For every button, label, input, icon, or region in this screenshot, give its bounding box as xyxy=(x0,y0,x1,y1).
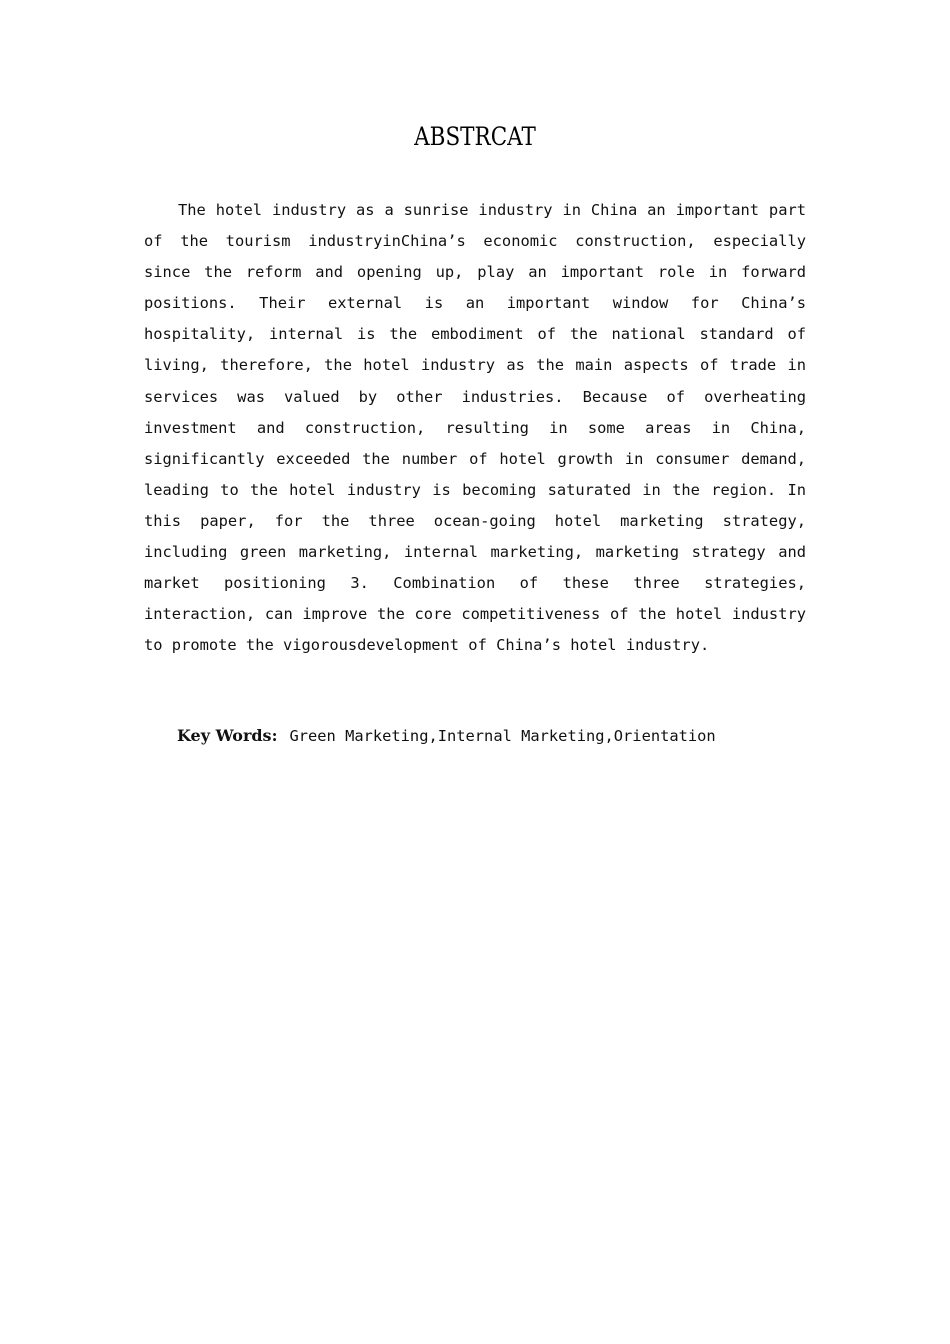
keywords-line xyxy=(177,722,817,750)
keywords-label: Key Words: xyxy=(177,726,278,745)
abstract-title: ABSTRCAT xyxy=(414,122,536,151)
keywords-value: Green Marketing,Internal Marketing,Orientation xyxy=(289,727,716,745)
abstract-body: The hotel industry as a sunrise industry in China an important part of the tourism industryinChina’s economic construction, especially since the reform and opening up, play an important role in forward positions. Their external is an important window for China’s hospitality, internal is the embodiment of the national standard of living, therefore, the hotel industry as the main aspects of trade in services was valued by other industries. Because of overheating investment and construction, resulting in some areas in China, significantly exceeded the number of hotel growth in consumer demand, leading to the hotel industry is becoming saturated in the region. In this paper, for the three ocean-going hotel marketing strategy, including green marketing, internal marketing, marketing strategy and market positioning 3. Combination of these three strategies, interaction, can improve the core competitiveness of the hotel industry to promote the vigorousdevelopment of China’s hotel industry. xyxy=(144,201,806,655)
